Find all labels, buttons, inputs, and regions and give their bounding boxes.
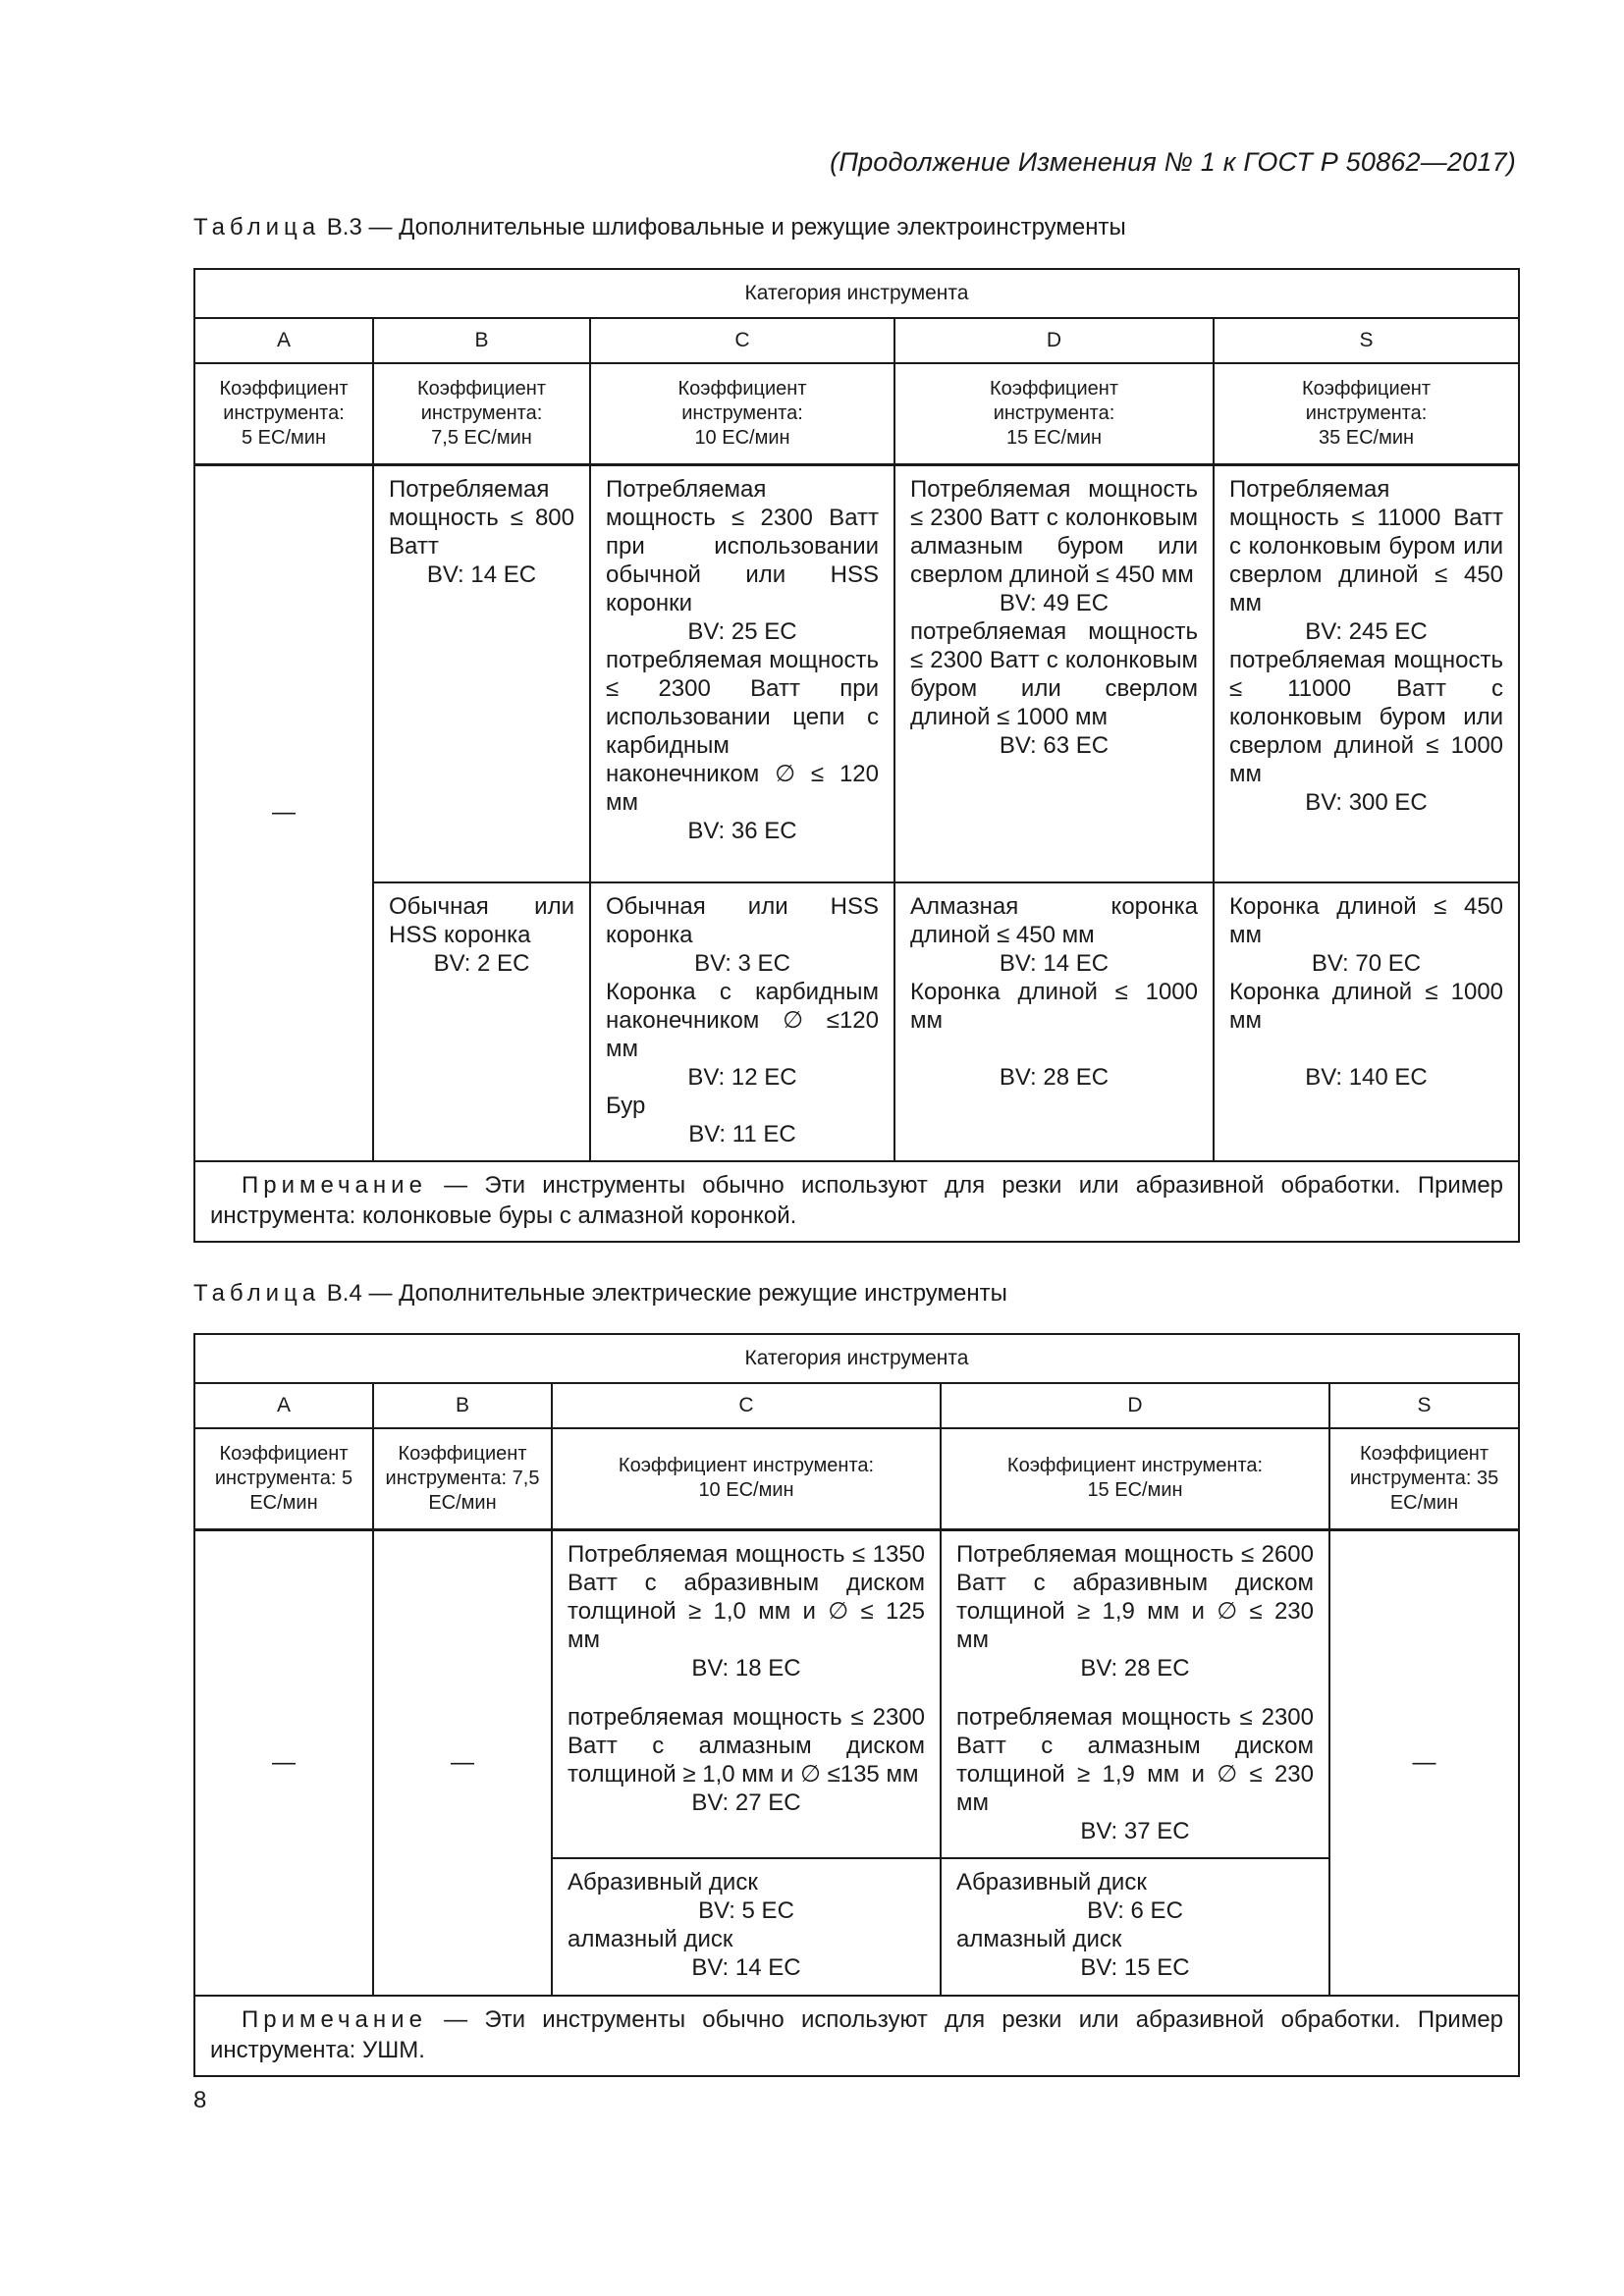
category-c: C	[590, 318, 894, 363]
bv-value: BV: 25 ЕС	[687, 617, 797, 645]
power-text: Потребляемая мощность ≤ 1350 Ватт с абразивным диском толщиной ≥ 1,0 мм и ∅ ≤ 125 мм	[568, 1540, 925, 1653]
coefficient-a: Коэффициент инструмента: 5 ЕС/мин	[194, 1428, 373, 1529]
accessory-text: алмазный диск	[956, 1925, 1122, 1952]
bv-value: BV: 5 ЕС	[698, 1896, 794, 1924]
note-prefix: Примечание	[242, 1172, 427, 1199]
table-b4-caption	[193, 1280, 1007, 1308]
accessory-text: Обычная или HSS коронка	[389, 893, 574, 948]
accessory-text: алмазный диск	[568, 1925, 733, 1952]
accessory-cell-s	[1214, 882, 1519, 1161]
accessory-text: Абразивный диск	[568, 1868, 758, 1896]
accessory-text: Коронка длиной ≤ 1000 мм	[910, 979, 1198, 1034]
power-text: потребляемая мощность ≤ 2300 Ватт с алмазным диском толщиной ≥ 1,0 мм и ∅ ≤135 мм	[568, 1703, 925, 1788]
bv-value: BV: 245 ЕС	[1305, 617, 1428, 645]
accessory-cell-c	[552, 1858, 941, 1996]
bv-value: BV: 3 ЕС	[694, 950, 790, 977]
category-b-value: —	[373, 1529, 552, 1996]
table-b3-caption-text: В.3 — Дополнительные шлифовальные и режущие электроинструменты	[326, 214, 1126, 240]
table-b3-caption-prefix: Таблица	[193, 214, 321, 240]
bv-value: BV: 63 ЕС	[999, 731, 1110, 759]
bv-value: BV: 36 ЕС	[687, 817, 797, 844]
bv-value: BV: 14 ЕС	[426, 561, 537, 588]
table-b3	[193, 268, 1520, 1243]
note-prefix: Примечание	[242, 2005, 427, 2033]
power-text: Потребляемая мощность ≤ 2300 Ватт с колонковым алмазным буром или сверлом длиной ≤ 450 мм	[910, 475, 1198, 588]
category-s: S	[1329, 1383, 1519, 1428]
category-a-value: —	[194, 1529, 373, 1996]
accessory-cell-d	[941, 1858, 1329, 1996]
bv-value: BV: 140 ЕС	[1305, 1064, 1428, 1091]
power-cell-d	[941, 1529, 1329, 1858]
bv-value: BV: 14 ЕС	[691, 1953, 801, 1981]
bv-value: BV: 49 ЕС	[999, 589, 1110, 616]
category-b: B	[373, 1383, 552, 1428]
coefficient-b: Коэффициент инструмента: 7,5 ЕС/мин	[373, 1428, 552, 1529]
table-b4-caption-text: В.4 — Дополнительные электрические режущие инструменты	[326, 1280, 1007, 1307]
bv-value: BV: 14 ЕС	[999, 950, 1110, 977]
power-text: потребляемая мощность ≤ 2300 Ватт при использовании цепи с карбидным наконечником ∅ ≤ 120 мм	[606, 646, 879, 816]
bv-value: BV: 70 ЕС	[1311, 950, 1422, 977]
coefficient-b: Коэффициент инструмента: 7,5 ЕС/мин	[373, 363, 590, 464]
table-b4	[193, 1333, 1520, 2077]
accessory-text: Коронка длиной ≤ 450 мм	[1229, 893, 1504, 948]
table-b3-caption	[193, 214, 1126, 241]
power-cell-c	[552, 1529, 941, 1858]
category-s: S	[1214, 318, 1519, 363]
accessory-text: Алмазная коронка длиной ≤ 450 мм	[910, 893, 1198, 948]
bv-value: BV: 11 ЕС	[688, 1121, 796, 1148]
table-b4-caption-prefix: Таблица	[193, 1280, 321, 1307]
accessory-text: Обычная или HSS коронка	[606, 893, 879, 948]
category-d: D	[941, 1383, 1329, 1428]
coefficient-s: Коэффициент инструмента: 35 ЕС/мин	[1329, 1428, 1519, 1529]
category-c: C	[552, 1383, 941, 1428]
category-header: Категория инструмента	[194, 1334, 1519, 1383]
power-text: Потребляемая мощность ≤ 800 Ватт	[389, 475, 574, 560]
page-number: 8	[193, 2087, 207, 2113]
power-text: Потребляемая мощность ≤ 11000 Ватт с колонковым буром или сверлом длиной ≤ 450 мм	[1229, 475, 1504, 616]
accessory-text: Коронка с карбидным наконечником ∅ ≤120 мм	[606, 979, 879, 1062]
table-b4-note	[194, 1996, 1519, 2076]
power-cell-c	[590, 464, 894, 882]
power-text: потребляемая мощность ≤ 2300 Ватт с алмазным диском толщиной ≥ 1,9 мм и ∅ ≤ 230 мм	[956, 1703, 1314, 1816]
power-text: Потребляемая мощность ≤ 2600 Ватт с абразивным диском толщиной ≥ 1,9 мм и ∅ ≤ 230 мм	[956, 1540, 1314, 1653]
coefficient-c: Коэффициент инструмента: 10 ЕС/мин	[590, 363, 894, 464]
accessory-cell-c	[590, 882, 894, 1161]
power-text: Потребляемая мощность ≤ 2300 Ватт при использовании обычной или HSS коронки	[606, 475, 879, 616]
power-text: потребляемая мощность ≤ 2300 Ватт с колонковым буром или сверлом длиной ≤ 1000 мм	[910, 617, 1198, 730]
bv-value: BV: 28 ЕС	[999, 1064, 1110, 1091]
document-header: (Продолжение Изменения № 1 к ГОСТ Р 50862—2017)	[830, 147, 1516, 177]
category-a-value: —	[194, 464, 373, 1161]
power-cell-b	[373, 464, 590, 882]
category-d: D	[894, 318, 1214, 363]
coefficient-d: Коэффициент инструмента: 15 ЕС/мин	[941, 1428, 1329, 1529]
category-a: A	[194, 1383, 373, 1428]
category-header: Категория инструмента	[194, 269, 1519, 318]
bv-value: BV: 15 ЕС	[1080, 1953, 1190, 1981]
bv-value: BV: 28 ЕС	[1080, 1654, 1190, 1682]
coefficient-s: Коэффициент инструмента: 35 ЕС/мин	[1214, 363, 1519, 464]
bv-value: BV: 27 ЕС	[691, 1789, 801, 1816]
bv-value: BV: 18 ЕС	[691, 1654, 801, 1682]
accessory-text: Бур	[606, 1093, 646, 1119]
power-cell-s	[1214, 464, 1519, 882]
bv-value: BV: 12 ЕС	[687, 1064, 797, 1091]
accessory-text: Абразивный диск	[956, 1868, 1147, 1896]
bv-value: BV: 6 ЕС	[1087, 1896, 1183, 1924]
coefficient-c: Коэффициент инструмента: 10 ЕС/мин	[552, 1428, 941, 1529]
category-s-value: —	[1329, 1529, 1519, 1996]
category-a: A	[194, 318, 373, 363]
category-b: B	[373, 318, 590, 363]
table-b3-note	[194, 1161, 1519, 1242]
note-text: — Эти инструменты обычно используют для резки или абразивной обработки. Пример инструмента: колонковые буры с алмазной коронкой.	[210, 1172, 1504, 1229]
bv-value: BV: 300 ЕС	[1305, 788, 1428, 816]
accessory-cell-b	[373, 882, 590, 1161]
power-text: потребляемая мощность ≤ 11000 Ватт с колонковым буром или сверлом длиной ≤ 1000 мм	[1229, 646, 1504, 787]
coefficient-d: Коэффициент инструмента: 15 ЕС/мин	[894, 363, 1214, 464]
bv-value: BV: 37 ЕС	[1080, 1817, 1190, 1844]
accessory-cell-d	[894, 882, 1214, 1161]
bv-value: BV: 2 ЕС	[433, 950, 530, 977]
coefficient-a: Коэффициент инструмента: 5 ЕС/мин	[194, 363, 373, 464]
power-cell-d	[894, 464, 1214, 882]
accessory-text: Коронка длиной ≤ 1000 мм	[1229, 979, 1504, 1034]
note-text: — Эти инструменты обычно используют для резки или абразивной обработки. Пример инструмента: УШМ.	[210, 2005, 1504, 2063]
